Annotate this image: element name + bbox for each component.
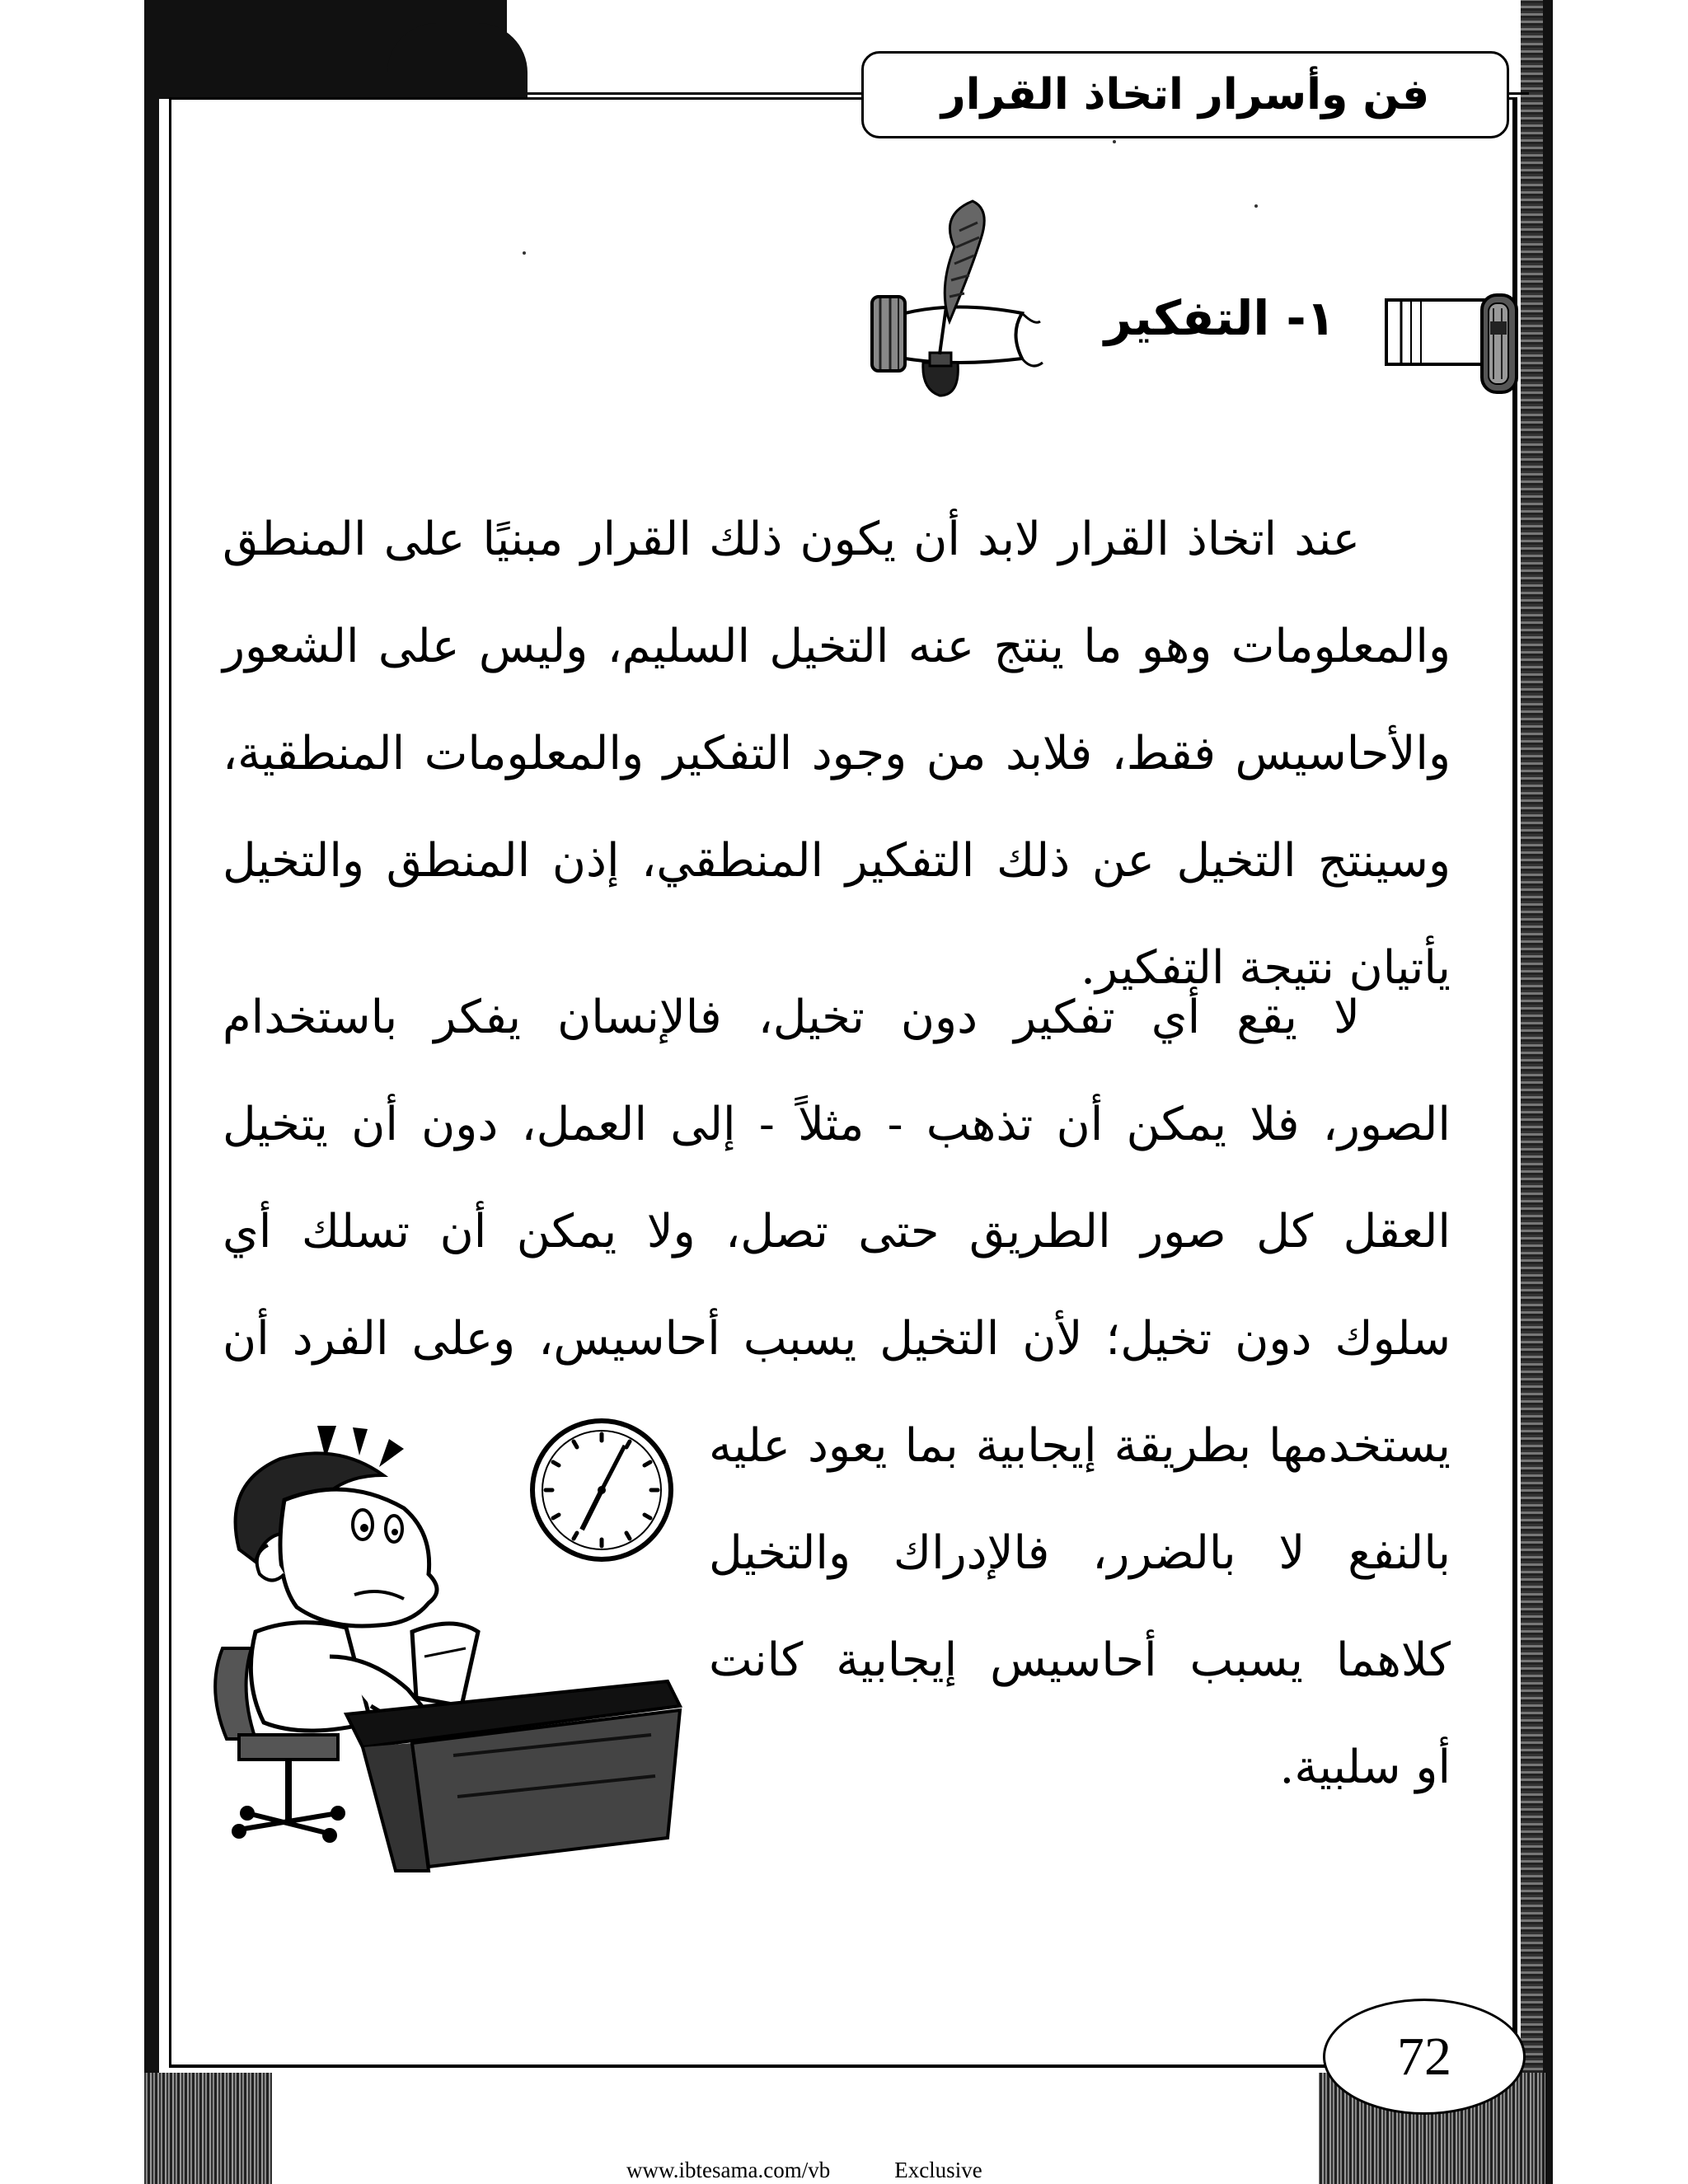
frame-right-texture <box>1521 0 1544 2184</box>
running-header <box>861 51 1509 138</box>
quill-inkwell-icon <box>857 198 1047 412</box>
paragraph-1 <box>223 486 1451 1022</box>
book-title: فن وأسرار اتخاذ القرار <box>940 70 1430 120</box>
paragraph-line: والأحاسيس فقط، فلابد من وجود التفكير والمعلومات المنطقية، <box>223 727 1451 780</box>
bottom-rule <box>169 2064 1325 2067</box>
paragraph-line: سلوك دون تخيل؛ لأن التخيل يسبب أحاسيس، وعلى الفرد أن <box>223 1312 1451 1366</box>
footer-url: www.ibtesama.com/vb <box>626 2158 831 2182</box>
paragraph-line: بالنفع لا بالضرر، فالإدراك والتخيل <box>709 1526 1451 1580</box>
paragraph-2 <box>223 964 1451 1393</box>
stressed-man-at-desk-illustration <box>206 1409 684 1904</box>
paragraph-line: العقل كل صور الطريق حتى تصل، ولا يمكن أن تسلك أي <box>223 1205 1451 1258</box>
paragraph-3 <box>709 1393 1451 1821</box>
paragraph-line: عند اتخاذ القرار لابد أن يكون ذلك القرار مبنيًا على المنطق <box>223 513 1360 566</box>
paragraph-line: يأتيان نتيجة التفكير. <box>1081 941 1451 995</box>
paragraph-line: أو سلبية. <box>1279 1741 1451 1794</box>
paragraph-line: والمعلومات وهو ما ينتج عنه التخيل السليم، وليس على الشعور <box>223 620 1451 673</box>
frame-left-border <box>144 0 159 2184</box>
paragraph-line: يستخدمها بطريقة إيجابية بما يعود عليه <box>709 1419 1451 1473</box>
scan-speck <box>523 251 526 255</box>
page-number: 72 <box>1397 2026 1451 2087</box>
page-footer <box>626 2158 1121 2184</box>
scroll-icon <box>1385 288 1521 396</box>
scan-speck <box>1254 204 1258 208</box>
paragraph-line: كلاهما يسبب أحاسيس إيجابية كانت <box>709 1633 1451 1687</box>
paragraph-line: لا يقع أي تفكير دون تخيل، فالإنسان يفكر باستخدام <box>223 991 1360 1044</box>
paragraph-line: وسينتج التخيل عن ذلك التفكير المنطقي، إذن المنطق والتخيل <box>223 834 1451 888</box>
scan-speck <box>1113 140 1116 143</box>
paragraph-line: الصور، فلا يمكن أن تذهب - مثلاً - إلى العمل، دون أن يتخيل <box>223 1098 1451 1151</box>
frame-top-cap <box>387 23 528 97</box>
header-left-rule <box>528 92 865 95</box>
section-heading: ١- التفكير <box>1104 290 1335 346</box>
frame-right-border <box>1543 0 1553 2184</box>
footer-tag: Exclusive <box>894 2158 982 2182</box>
page-number-badge <box>1323 1999 1526 2115</box>
